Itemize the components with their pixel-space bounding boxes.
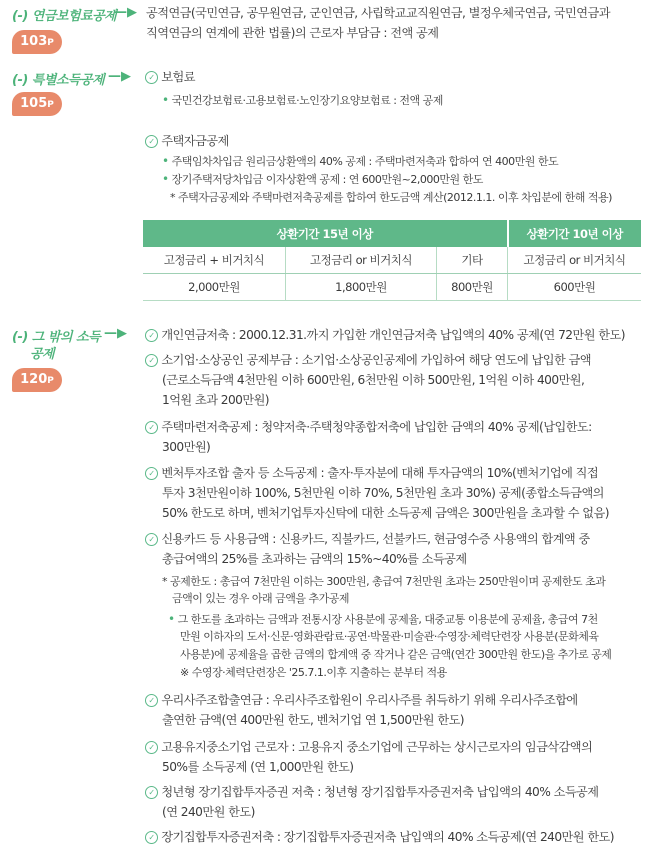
check-icon: ✓ [145,421,158,434]
table-col: 고정금리 or 비거치식 [508,247,642,274]
check-icon: ✓ [145,467,158,480]
section-label-other-2: 공제 [30,347,55,362]
insurance-item: • 국민건강보험료·고용보험료·노인장기요양보험료 : 전액 공제 [162,93,443,107]
housing-item-1: • 주택임차차입금 원리금상환액의 40% 공제 : 주택마련저축과 합하여 연 400만원 한도 [162,154,559,168]
table-col: 고정금리 or 비거치식 [286,247,437,274]
card-note-ref: ※ 수영장·체력단련장은 '25.7.1.이후 지출하는 분부터 적용 [180,666,447,679]
table-col: 고정금리 + 비거치식 [143,247,286,274]
housing-item-2: • 장기주택저당차입금 이자상환액 공제 : 연 600만원~2,000만원 한도 [162,172,483,186]
insurance-heading: ✓ 보험료 [145,67,195,87]
page-badge-103: 103P [12,30,62,54]
table-cell: 1,800만원 [286,274,437,301]
other-item-venture-2: 투자 3천만원이하 100%, 5천만원 이하 70%, 5천만원 초과 30%) 공제(종합소득금액의 [162,486,604,500]
repayment-table [143,220,641,301]
check-icon: ✓ [145,694,158,707]
check-icon: ✓ [145,786,158,799]
check-icon: ✓ [145,533,158,546]
table-header-15yr: 상환기간 15년 이상 [143,220,508,247]
table-header-10yr: 상환기간 10년 이상 [508,220,642,247]
check-icon: ✓ [145,741,158,754]
other-item-housing-savings-2: 300만원) [162,440,211,454]
card-note-1: * 공제한도 : 총급여 7천만원 이하는 300만원, 총급여 7천만원 초과는 250만원이며 공제한도 초과 [162,575,606,588]
other-item-youth-fund: ✓ 청년형 장기집합투자증권 저축 : 청년형 장기집합투자증권저축 납입액의 40% 소득공제 [145,782,599,802]
other-item-venture: ✓ 벤처투자조합 출자 등 소득공제 : 출자·투자분에 대해 투자금액의 10%(벤처기업에 직접 [145,463,598,483]
pension-desc-line2: 직역연금의 연계에 관한 법률)의 근로자 부담금 : 전액 공제 [146,26,439,40]
other-item-pension-savings: ✓ 개인연금저축 : 2000.12.31.까지 가입한 개인연금저축 납입액의 40% 공제(연 72만원 한도) [145,325,625,345]
check-icon: ✓ [145,329,158,342]
section-label-other: (-) 그 밖의 소득 [12,330,101,345]
section-label-special: (-) 특별소득공제 [12,73,105,88]
other-item-longterm-fund: ✓ 장기집합투자증권저축 : 장기집합투자증권저축 납입액의 40% 소득공제(연 240만원 한도) [145,827,614,847]
card-note-2: 금액이 있는 경우 아래 금액을 추가공제 [172,592,349,605]
check-icon: ✓ [145,135,158,148]
other-item-youth-fund-2: (연 240만원 한도) [162,805,255,819]
other-item-esop-2: 출연한 금액(연 400만원 한도, 벤처기업 연 1,500만원 한도) [162,713,464,727]
other-item-card-2: 총급여액의 25%를 초과하는 금액의 15%~40%를 소득공제 [162,552,467,566]
arrow-icon: —▶ [114,5,137,20]
other-item-employment: ✓ 고용유지중소기업 근로자 : 고용유지 중소기업에 근무하는 상시근로자의 임금삭감액의 [145,737,592,757]
housing-note: * 주택자금공제와 주택마련저축공제를 합하여 한도금액 계산(2012.1.1. 이후 차입분에 한해 적용) [170,191,612,204]
table-col: 기타 [437,247,508,274]
card-note-bullet-2: 만원 이하자의 도서·신문·영화관람료·공연·박물관·미술관·수영장·체력단련장 사용분(문화체육 [180,630,599,643]
page-badge-120: 120P [12,368,62,392]
other-item-housing-savings: ✓ 주택마련저축공제 : 청약저축·주택청약종합저축에 납입한 금액의 40% 공제(납입한도: [145,417,592,437]
check-icon: ✓ [145,831,158,844]
card-note-bullet-3: 사용분)에 공제율을 곱한 금액의 합계액 중 작거나 같은 금액(연간 300만원 한도)을 추가로 공제 [180,648,612,661]
bullet-icon: • [162,93,169,107]
table-cell: 800만원 [437,274,508,301]
bullet-icon: • [162,172,169,186]
check-icon: ✓ [145,354,158,367]
arrow-icon: —▶ [104,326,127,341]
other-item-employment-2: 50%를 소득공제 (연 1,000만원 한도) [162,760,354,774]
other-item-smallbiz-2: (근로소득금액 4천만원 이하 600만원, 6천만원 이하 500만원, 1억원 이하 400만원, [162,373,585,387]
other-item-card: ✓ 신용카드 등 사용금액 : 신용카드, 직불카드, 선불카드, 현금영수증 사용액의 합계액 중 [145,529,590,549]
other-item-esop: ✓ 우리사주조합출연금 : 우리사주조합원이 우리사주를 취득하기 위해 우리사주조합에 [145,690,578,710]
bullet-icon: • [168,612,175,626]
other-item-smallbiz-3: 1억원 초과 200만원) [162,393,270,407]
table-cell: 600만원 [508,274,642,301]
other-item-smallbiz: ✓ 소기업·소상공인 공제부금 : 소기업·소상공인공제에 가입하여 해당 연도에 납입한 금액 [145,350,591,370]
section-label-pension: (-) 연금보험료공제 [12,9,117,24]
housing-heading: ✓ 주택자금공제 [145,131,229,151]
table-cell: 2,000만원 [143,274,286,301]
page-badge-105: 105P [12,92,62,116]
bullet-icon: • [162,154,169,168]
pension-desc-line1: 공적연금(국민연금, 공무원연금, 군인연금, 사립학교교직원연금, 별정우체국연금, 국민연금과 [146,6,610,20]
check-icon: ✓ [145,71,158,84]
arrow-icon: —▶ [108,69,131,84]
other-item-venture-3: 50% 한도로 하며, 벤처기업투자신탁에 대한 소득공제 금액은 300만원을 초과할 수 없음) [162,506,609,520]
card-note-bullet-1: • 그 한도를 초과하는 금액과 전통시장 사용분에 공제율, 대중교통 이용분에 공제율, 총급여 7천 [168,612,598,626]
